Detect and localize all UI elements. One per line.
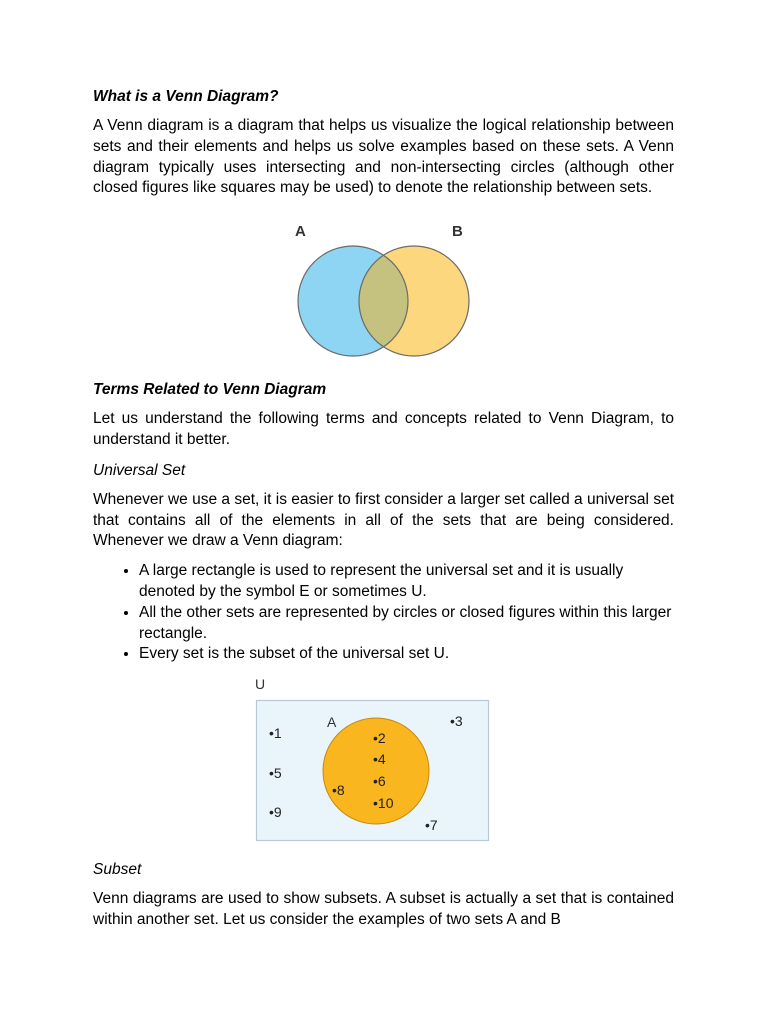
element-label: •2 <box>373 730 386 747</box>
list-item: • A large rectangle is used to represent the universal set and it is usually denoted by the symbol E or sometimes U. <box>139 561 674 603</box>
universal-set-figure <box>93 673 674 845</box>
heading-terms: Terms Related to Venn Diagram <box>93 381 327 399</box>
heading-subset: Subset <box>93 861 142 879</box>
element-label: •6 <box>373 773 386 790</box>
universal-label-u: U <box>255 676 266 693</box>
venn-diagram-figure <box>93 208 674 368</box>
heading-universal-set: Universal Set <box>93 461 186 479</box>
venn-diagram <box>289 208 479 368</box>
set-a-label: A <box>327 714 337 731</box>
element-label: •3 <box>450 713 463 730</box>
element-label: •7 <box>425 817 438 834</box>
element-label: •9 <box>269 804 282 821</box>
element-label: •10 <box>373 795 394 812</box>
paragraph-venn-definition: A Venn diagram is a diagram that helps us visualize the logical relationship between sets and their elements and helps us solve examples based on these sets. A Venn diagram typically uses intersecting and non-intersecting circles (although other closed figures like squares may be used) to denote the relationship between sets. <box>93 117 674 197</box>
paragraph-subset: Venn diagrams are used to show subsets. A subset is actually a set that is contained within another set. Let us consider the examples of two sets A and B <box>93 890 674 928</box>
heading-what-is-venn: What is a Venn Diagram? <box>93 88 279 105</box>
list-item: • Every set is the subset of the universal set U. <box>139 644 674 665</box>
venn-label-b: B <box>452 223 463 241</box>
document-page <box>93 86 674 940</box>
paragraph-terms: Let us understand the following terms and concepts related to Venn Diagram, to understand it better. <box>93 410 674 448</box>
element-label: •1 <box>269 725 282 742</box>
universal-set-diagram <box>253 673 493 845</box>
venn-label-a: A <box>295 223 306 241</box>
list-item: • All the other sets are represented by circles or closed figures within this larger rectangle. <box>139 603 674 645</box>
element-label: •8 <box>332 782 345 799</box>
element-label: •5 <box>269 765 282 782</box>
universal-set-bullets <box>93 561 674 665</box>
element-label: •4 <box>373 751 386 768</box>
paragraph-universal-set: Whenever we use a set, it is easier to first consider a larger set called a universal set that contains all of the elements in all of the sets that are being considered. Whenever we draw a Venn diagram: <box>93 490 674 550</box>
